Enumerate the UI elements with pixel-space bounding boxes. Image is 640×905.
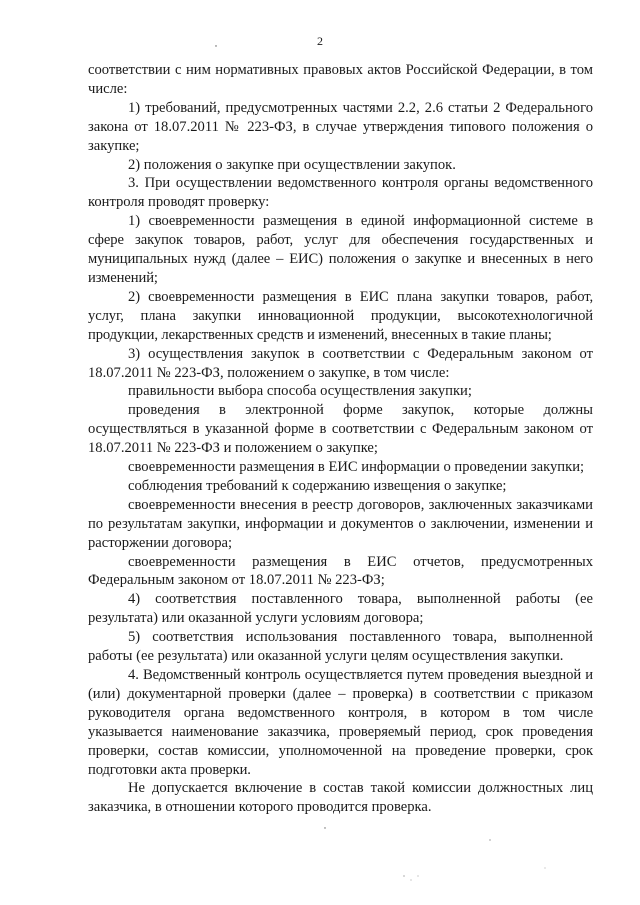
page-number: 2 xyxy=(317,34,323,48)
paragraph-check-4: 4) соответствия поставленного товара, выполненной работы (ее результата) или оказанной услуги условиям договора; xyxy=(88,591,593,627)
paragraph-check-3-publication: своевременности размещения в ЕИС информации о проведении закупки; xyxy=(128,459,585,476)
paragraph-check-3-notice: соблюдения требований к содержанию извещения о закупке; xyxy=(128,477,507,494)
paragraph-commission-restriction: Не допускается включение в состав такой комиссии должностных лиц заказчика, в отношении которого проводится проверка. xyxy=(88,780,593,816)
paragraph-check-3-method: правильности выбора способа осуществления закупки; xyxy=(128,383,472,400)
paragraph-check-2: 2) своевременности размещения в ЕИС плана закупки товаров, работ, услуг, плана закупки инновационной продукции, высокотехнологичной продукции, лекарственных средств и изменений, внесенных в такие планы; xyxy=(88,288,593,343)
paragraph-check-3-electronic: проведения в электронной форме закупок, которые должны осуществляться в указанной форме в соответствии с Федеральным законом от 18.07.2011 № 223-ФЗ и положением о закупке; xyxy=(88,402,593,457)
paragraph-item-2-regulation: 2) положения о закупке при осуществлении закупок. xyxy=(128,156,456,173)
paragraph-check-1: 1) своевременности размещения в единой информационной системе в сфере закупок товаров, работ, услуг для обеспечения государственных и муниципальных нужд (далее – ЕИС) положения о закупке и внесенных в него изменений; xyxy=(88,213,593,286)
paragraph-check-3: 3) осуществления закупок в соответствии с Федеральным законом от 18.07.2011 № 223-ФЗ, положением о закупке, в том числе: xyxy=(88,345,593,381)
paragraph-section-4: 4. Ведомственный контроль осуществляется путем проведения выездной и (или) документарной проверки (далее – проверка) в соответствии с приказом руководителя органа ведомственного контроля, в котором в том числе указывается наименование заказчика, проверяемый период, срок проведения проверки, состав комиссии, уполномоченной на проведение проверки, срок подготовки акта проверки. xyxy=(88,667,593,778)
paragraph-check-3-reports: своевременности размещения в ЕИС отчетов, предусмотренных Федеральным законом от 18.07.2011 № 223-ФЗ; xyxy=(88,553,593,589)
paragraph-check-3-registry: своевременности внесения в реестр договоров, заключенных заказчиками по результатам закупки, информации и документов о заключении, изменении и расторжении договора; xyxy=(88,496,593,551)
paragraph-check-5: 5) соответствия использования поставленного товара, выполненной работы (ее результата) или оказанной услуги целям осуществления закупки. xyxy=(88,629,593,665)
paragraph-section-3: 3. При осуществлении ведомственного контроля органы ведомственного контроля проводят проверку: xyxy=(88,175,593,211)
document-body xyxy=(88,61,593,817)
paragraph-intro-continuation: соответствии с ним нормативных правовых актов Российской Федерации, в том числе: xyxy=(88,62,593,97)
paragraph-item-1-requirements: 1) требований, предусмотренных частями 2.2, 2.6 статьи 2 Федерального закона от 18.07.2011 № 223-ФЗ, в случае утверждения типового положения о закупке; xyxy=(88,99,593,154)
